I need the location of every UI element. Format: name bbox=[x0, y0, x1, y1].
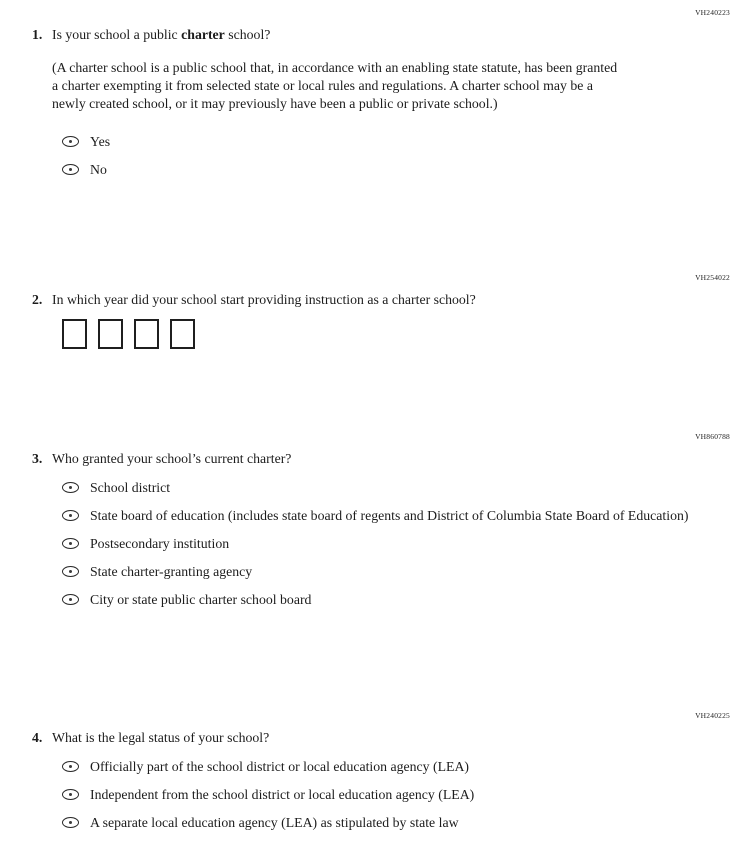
option-postsecondary[interactable] bbox=[62, 536, 748, 551]
option-label: A separate local education agency (LEA) as stipulated by state law bbox=[90, 815, 459, 830]
oval-bubble-icon[interactable] bbox=[62, 164, 79, 175]
option-label: State board of education (includes state board of regents and District of Columbia State Board of Education) bbox=[90, 508, 689, 523]
options-group bbox=[62, 480, 748, 607]
question-1 bbox=[0, 8, 748, 190]
oval-bubble-icon[interactable] bbox=[62, 761, 79, 772]
oval-bubble-icon[interactable] bbox=[62, 566, 79, 577]
options-group bbox=[62, 759, 748, 830]
question-number: 2. bbox=[32, 292, 43, 307]
option-independent[interactable] bbox=[62, 787, 748, 802]
options-group bbox=[62, 134, 748, 177]
question-code: VH240223 bbox=[695, 8, 730, 17]
question-text bbox=[52, 26, 270, 43]
option-label: Independent from the school district or local education agency (LEA) bbox=[90, 787, 475, 802]
question-code: VH860788 bbox=[695, 432, 730, 441]
question-3 bbox=[0, 432, 748, 620]
option-label: Postsecondary institution bbox=[90, 536, 230, 551]
oval-bubble-icon[interactable] bbox=[62, 538, 79, 549]
question-line bbox=[0, 26, 748, 43]
option-separate-lea[interactable] bbox=[62, 815, 748, 830]
year-digit-box-3[interactable] bbox=[134, 319, 159, 349]
option-label: State charter-granting agency bbox=[90, 564, 253, 579]
question-text-part: school? bbox=[224, 27, 271, 42]
oval-bubble-icon[interactable] bbox=[62, 817, 79, 828]
year-digit-box-2[interactable] bbox=[98, 319, 123, 349]
question-line bbox=[0, 729, 748, 746]
question-code: VH240225 bbox=[695, 711, 730, 720]
option-yes[interactable] bbox=[62, 134, 748, 149]
option-state-board[interactable] bbox=[62, 508, 748, 523]
option-label: City or state public charter school board bbox=[90, 592, 312, 607]
option-label: Officially part of the school district or local education agency (LEA) bbox=[90, 759, 470, 774]
question-code: VH254022 bbox=[695, 273, 730, 282]
question-text: What is the legal status of your school? bbox=[52, 730, 270, 745]
question-number: 4. bbox=[32, 730, 43, 745]
question-number: 1. bbox=[32, 27, 43, 42]
option-label: No bbox=[90, 162, 107, 177]
oval-bubble-icon[interactable] bbox=[62, 482, 79, 493]
option-school-district[interactable] bbox=[62, 480, 748, 495]
question-text: Who granted your school’s current charter? bbox=[52, 451, 292, 466]
question-text: In which year did your school start providing instruction as a charter school? bbox=[52, 292, 476, 307]
question-number: 3. bbox=[32, 451, 43, 466]
oval-bubble-icon[interactable] bbox=[62, 510, 79, 521]
option-label: Yes bbox=[90, 134, 111, 149]
option-label: School district bbox=[90, 480, 171, 495]
oval-bubble-icon[interactable] bbox=[62, 789, 79, 800]
question-text-bold: charter bbox=[181, 27, 225, 42]
oval-bubble-icon[interactable] bbox=[62, 594, 79, 605]
question-line bbox=[0, 291, 748, 308]
option-state-charter-agency[interactable] bbox=[62, 564, 748, 579]
option-city-state-board[interactable] bbox=[62, 592, 748, 607]
year-digit-box-4[interactable] bbox=[170, 319, 195, 349]
option-part-of-district[interactable] bbox=[62, 759, 748, 774]
question-line bbox=[0, 450, 748, 467]
year-digit-box-1[interactable] bbox=[62, 319, 87, 349]
question-4 bbox=[0, 711, 748, 843]
question-2 bbox=[0, 273, 748, 349]
oval-bubble-icon[interactable] bbox=[62, 136, 79, 147]
option-no[interactable] bbox=[62, 162, 748, 177]
year-entry-boxes bbox=[62, 319, 748, 349]
question-text-part: Is your school a public bbox=[52, 27, 182, 42]
charter-definition-text: (A charter school is a public school that, in accordance with an enabling state statute, has been granted a charter exempting it from selected state or local rules and regulations. A charter school may be a newly created school, or it may previously have been a public or private school.) bbox=[52, 60, 618, 111]
